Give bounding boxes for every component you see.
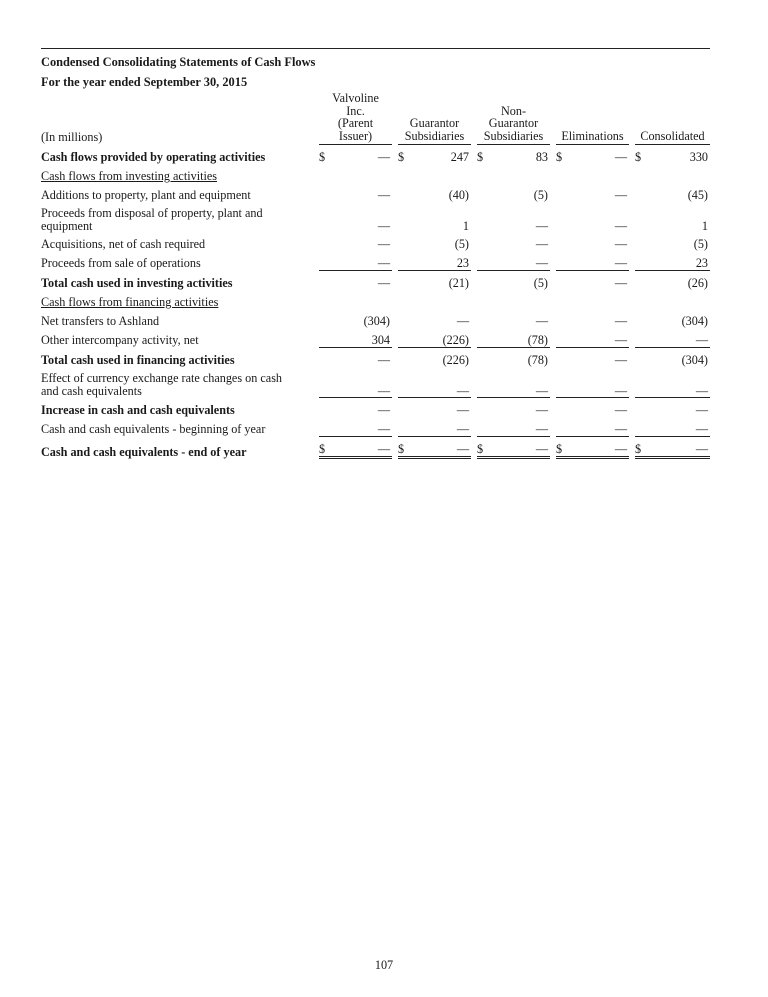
currency-symbol: $ <box>477 150 484 164</box>
row-label: Net transfers to Ashland <box>41 314 160 328</box>
table-row <box>41 347 710 367</box>
currency-symbol: $ <box>556 150 563 164</box>
cell-value: — <box>535 256 548 270</box>
table-row <box>41 270 710 290</box>
cell-value: (5) <box>533 276 548 290</box>
row-label: Other intercompany activity, net <box>41 333 199 347</box>
value-cell <box>477 417 550 436</box>
cell-value: — <box>535 403 548 417</box>
cell-value: (78) <box>527 333 548 347</box>
cell-value: — <box>535 218 548 233</box>
value-cell <box>635 328 710 347</box>
value-cell <box>635 270 710 290</box>
cell-value: 23 <box>456 256 469 270</box>
value-cell <box>319 202 392 232</box>
value-cell <box>319 309 392 328</box>
currency-symbol: $ <box>556 442 563 456</box>
cell-value: — <box>377 218 390 233</box>
value-cell <box>556 164 629 183</box>
value-cell <box>319 436 392 459</box>
row-label: Proceeds from sale of operations <box>41 256 201 270</box>
value-cell <box>556 202 629 232</box>
cell-value: (21) <box>448 276 469 290</box>
currency-symbol: $ <box>398 150 405 164</box>
value-cell <box>398 309 471 328</box>
value-cell <box>556 347 629 367</box>
value-cell <box>635 290 710 309</box>
currency-symbol: $ <box>635 442 642 456</box>
value-cell <box>398 367 471 397</box>
cell-value: — <box>695 422 708 436</box>
value-cell <box>398 251 471 270</box>
header-row <box>41 92 710 145</box>
cell-value: (45) <box>687 188 708 202</box>
row-label: Acquisitions, net of cash required <box>41 237 206 251</box>
value-cell <box>477 251 550 270</box>
column-header-line: Issuer) <box>338 128 373 143</box>
cell-value: (226) <box>442 353 469 367</box>
value-cell <box>398 290 471 309</box>
cell-value: (26) <box>687 276 708 290</box>
row-label: Effect of currency exchange rate changes on cash and cash equivalents <box>41 371 283 398</box>
cell-value: — <box>614 188 627 202</box>
currency-symbol: $ <box>319 150 326 164</box>
value-cell <box>398 328 471 347</box>
column-header-line: Non- <box>500 103 527 118</box>
cell-value: (5) <box>533 188 548 202</box>
value-cell <box>635 397 710 417</box>
row-label: Additions to property, plant and equipment <box>41 188 251 202</box>
cell-value: (5) <box>693 237 708 251</box>
value-cell <box>477 347 550 367</box>
table-row <box>41 251 710 270</box>
value-cell <box>477 397 550 417</box>
column-header-line: Consolidated <box>640 128 705 143</box>
cell-value: — <box>456 442 469 456</box>
cell-value: — <box>456 422 469 436</box>
cell-value: — <box>614 218 627 233</box>
value-cell <box>477 270 550 290</box>
cell-value: 1 <box>462 218 469 233</box>
cell-value: — <box>614 383 627 398</box>
column-header-parent <box>319 92 392 145</box>
value-cell <box>477 164 550 183</box>
cell-value: 23 <box>695 256 708 270</box>
currency-symbol: $ <box>477 442 484 456</box>
table-row <box>41 417 710 436</box>
value-cell <box>319 251 392 270</box>
value-cell <box>556 183 629 202</box>
cell-value: — <box>695 383 708 398</box>
cell-value: — <box>535 314 548 328</box>
cell-value: — <box>614 353 627 367</box>
value-cell <box>319 270 392 290</box>
column-header-line: Inc. <box>346 103 365 118</box>
table-body <box>41 145 710 459</box>
cell-value: — <box>614 237 627 251</box>
value-cell <box>477 367 550 397</box>
value-cell <box>319 367 392 397</box>
value-cell <box>635 251 710 270</box>
cell-value: 330 <box>689 150 708 164</box>
value-cell <box>635 417 710 436</box>
cell-value: 304 <box>371 333 390 347</box>
cash-flow-table <box>41 92 710 459</box>
row-label: Cash and cash equivalents - end of year <box>41 445 247 459</box>
column-header-non-guarantor <box>477 92 550 145</box>
table-row <box>41 145 710 164</box>
cell-value: — <box>377 276 390 290</box>
value-cell <box>398 232 471 251</box>
cell-value: — <box>614 403 627 417</box>
table-row <box>41 183 710 202</box>
value-cell <box>319 183 392 202</box>
value-cell <box>398 417 471 436</box>
value-cell <box>635 367 710 397</box>
cell-value: — <box>377 383 390 398</box>
currency-symbol: $ <box>635 150 642 164</box>
value-cell <box>635 436 710 459</box>
value-cell <box>477 436 550 459</box>
cell-value: — <box>535 442 548 456</box>
table-row <box>41 367 710 397</box>
document-page <box>41 48 710 459</box>
value-cell <box>319 232 392 251</box>
table-row <box>41 328 710 347</box>
column-header-line: Valvoline <box>332 91 379 105</box>
cell-value: — <box>377 150 390 164</box>
value-cell <box>556 328 629 347</box>
cell-value: — <box>614 150 627 164</box>
units-label: (In millions) <box>41 129 103 144</box>
table-row <box>41 397 710 417</box>
cell-value: 1 <box>701 218 708 233</box>
column-header-line: (Parent <box>337 116 374 130</box>
value-cell <box>556 251 629 270</box>
column-header-eliminations <box>556 92 629 145</box>
cell-value: — <box>695 403 708 417</box>
table-row <box>41 164 710 183</box>
cell-value: — <box>614 276 627 290</box>
column-header-line: Subsidiaries <box>483 128 544 143</box>
section-heading: Cash flows from investing activities <box>41 169 218 183</box>
cell-value: — <box>456 314 469 328</box>
cell-value: — <box>614 442 627 456</box>
value-cell <box>556 417 629 436</box>
cell-value: — <box>377 188 390 202</box>
row-label: Total cash used in investing activities <box>41 276 233 290</box>
cell-value: — <box>614 422 627 436</box>
value-cell <box>635 145 710 164</box>
page-number: 107 <box>374 958 394 972</box>
table-row <box>41 232 710 251</box>
cell-value: — <box>377 237 390 251</box>
cell-value: — <box>456 383 469 398</box>
table-row <box>41 309 710 328</box>
value-cell <box>319 417 392 436</box>
cell-value: — <box>377 403 390 417</box>
top-rule <box>41 48 710 49</box>
cell-value: — <box>535 383 548 398</box>
cell-value: — <box>614 256 627 270</box>
column-header-guarantor <box>398 92 471 145</box>
value-cell <box>556 290 629 309</box>
value-cell <box>556 397 629 417</box>
value-cell <box>635 164 710 183</box>
cell-value: (5) <box>454 237 469 251</box>
section-heading: Cash flows from financing activities <box>41 295 219 309</box>
cell-value: (304) <box>681 353 708 367</box>
row-label: Cash flows provided by operating activities <box>41 150 266 164</box>
cell-value: (304) <box>363 314 390 328</box>
cell-value: (40) <box>448 188 469 202</box>
cell-value: 83 <box>535 150 548 164</box>
column-header-line: Eliminations <box>561 128 624 143</box>
currency-symbol: $ <box>319 442 326 456</box>
row-label: Increase in cash and cash equivalents <box>41 403 235 417</box>
value-cell <box>556 145 629 164</box>
value-cell <box>477 328 550 347</box>
value-cell <box>477 309 550 328</box>
value-cell <box>398 436 471 459</box>
cell-value: — <box>377 442 390 456</box>
value-cell <box>635 347 710 367</box>
value-cell <box>319 164 392 183</box>
cell-value: (78) <box>527 353 548 367</box>
value-cell <box>398 145 471 164</box>
table-row <box>41 202 710 232</box>
value-cell <box>556 232 629 251</box>
cell-value: (226) <box>442 333 469 347</box>
column-header-line: Subsidiaries <box>404 128 465 143</box>
value-cell <box>398 164 471 183</box>
value-cell <box>477 290 550 309</box>
cell-value: — <box>695 333 708 347</box>
row-label: Total cash used in financing activities <box>41 353 235 367</box>
value-cell <box>319 145 392 164</box>
value-cell <box>319 397 392 417</box>
value-cell <box>477 202 550 232</box>
column-header-consolidated <box>635 92 710 145</box>
value-cell <box>635 309 710 328</box>
table-row <box>41 290 710 309</box>
value-cell <box>398 202 471 232</box>
cell-value: — <box>377 353 390 367</box>
column-header-line: Guarantor <box>409 116 460 130</box>
statement-period: For the year ended September 30, 2015 <box>41 75 248 89</box>
currency-symbol: $ <box>398 442 405 456</box>
cell-value: — <box>614 314 627 328</box>
value-cell <box>556 309 629 328</box>
row-label: Proceeds from disposal of property, plant and equipment <box>41 206 263 233</box>
value-cell <box>556 367 629 397</box>
value-cell <box>398 270 471 290</box>
value-cell <box>477 145 550 164</box>
cell-value: — <box>456 403 469 417</box>
value-cell <box>319 290 392 309</box>
cell-value: — <box>695 442 708 456</box>
row-label: Cash and cash equivalents - beginning of year <box>41 422 266 436</box>
table-row <box>41 436 710 459</box>
value-cell <box>556 436 629 459</box>
cell-value: — <box>535 237 548 251</box>
value-cell <box>635 183 710 202</box>
value-cell <box>319 328 392 347</box>
statement-title: Condensed Consolidating Statements of Cash Flows <box>41 55 316 69</box>
cell-value: — <box>377 256 390 270</box>
value-cell <box>319 347 392 367</box>
value-cell <box>477 183 550 202</box>
cell-value: (304) <box>681 314 708 328</box>
cell-value: 247 <box>450 150 469 164</box>
value-cell <box>398 347 471 367</box>
cell-value: — <box>614 333 627 347</box>
value-cell <box>556 270 629 290</box>
cell-value: — <box>377 422 390 436</box>
value-cell <box>477 232 550 251</box>
cell-value: — <box>535 422 548 436</box>
value-cell <box>398 397 471 417</box>
value-cell <box>635 232 710 251</box>
value-cell <box>635 202 710 232</box>
value-cell <box>398 183 471 202</box>
column-header-line: Guarantor <box>488 116 539 130</box>
